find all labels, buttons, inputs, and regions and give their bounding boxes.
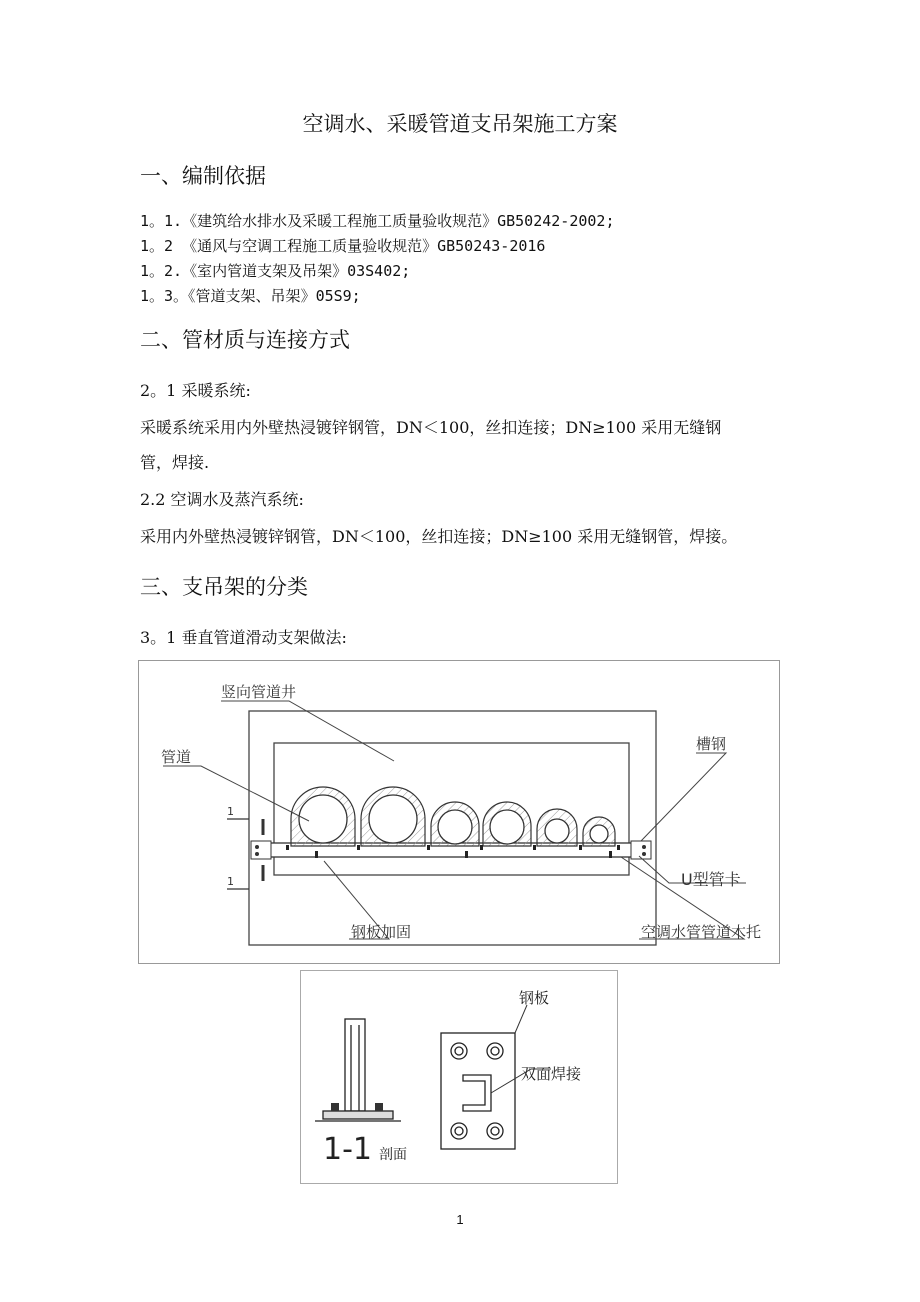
section-heading-material: 二、管材质与连接方式 xyxy=(140,328,350,352)
paragraph-ac-steam: 采用内外壁热浸镀锌钢管，DN＜100，丝扣连接；DN≥100 采用无缝钢管，焊接。 xyxy=(140,527,738,546)
pipe-saddle xyxy=(361,787,425,846)
paragraph-heating-line2: 管，焊接. xyxy=(140,453,210,472)
subheading-ac-steam: 2.2 空调水及蒸汽系统: xyxy=(140,490,304,509)
pipe-saddle xyxy=(431,802,479,846)
page-number: 1 xyxy=(456,1212,464,1227)
reference-item: 1。3。《管道支架、吊架》05S9; xyxy=(140,287,361,305)
reference-item: 1。2 《通风与空调工程施工质量验收规范》GB50243-2016 xyxy=(140,237,546,255)
label-double-weld: 双面焊接 xyxy=(521,1065,582,1083)
pipe-saddle xyxy=(583,817,615,846)
steel-plate xyxy=(441,1033,515,1149)
section-heading-classification: 三、支吊架的分类 xyxy=(140,575,308,599)
section-label: 1-1 xyxy=(323,1132,372,1167)
section-mark-label-top: 1 xyxy=(227,805,234,818)
reference-item: 1。1.《建筑给水排水及采暖工程施工质量验收规范》GB50242-2002; xyxy=(140,212,615,230)
label-steel-plate: 钢板 xyxy=(519,989,550,1007)
section-detail-drawing xyxy=(301,971,617,1183)
figure-section-detail xyxy=(300,970,618,1184)
reference-item: 1。2.《室内管道支架及吊架》03S402; xyxy=(140,262,411,280)
shaft-plan-drawing xyxy=(139,661,779,963)
pipe-saddle xyxy=(483,802,531,846)
channel-plan xyxy=(463,1075,491,1111)
subheading-heating: 2。1 采暖系统: xyxy=(140,381,251,400)
label-plate-reinforce: 钢板加固 xyxy=(351,923,412,941)
label-wood-support: 空调水管管道木托 xyxy=(641,923,762,941)
label-pipe: 管道 xyxy=(161,748,192,766)
label-u-clamp: U型管卡 xyxy=(681,870,741,889)
channel-section xyxy=(315,1019,401,1121)
section-heading-basis: 一、编制依据 xyxy=(140,164,266,188)
label-shaft: 竖向管道井 xyxy=(221,683,297,701)
paragraph-heating-line1: 采暖系统采用内外壁热浸镀锌钢管，DN＜100，丝扣连接；DN≥100 采用无缝钢 xyxy=(140,418,722,437)
anchor-bolts xyxy=(331,1103,383,1111)
pipe-saddle xyxy=(537,809,577,846)
label-channel-steel: 槽钢 xyxy=(696,735,727,753)
section-mark-label-bottom: 1 xyxy=(227,875,234,888)
section-label-suffix: 剖面 xyxy=(379,1147,407,1163)
subheading-vertical-support: 3。1 垂直管道滑动支架做法: xyxy=(140,628,347,647)
figure-shaft-plan xyxy=(138,660,780,964)
document-title: 空调水、采暖管道支吊架施工方案 xyxy=(302,112,618,136)
end-plate-left xyxy=(251,841,271,859)
end-plate-right xyxy=(631,841,651,859)
